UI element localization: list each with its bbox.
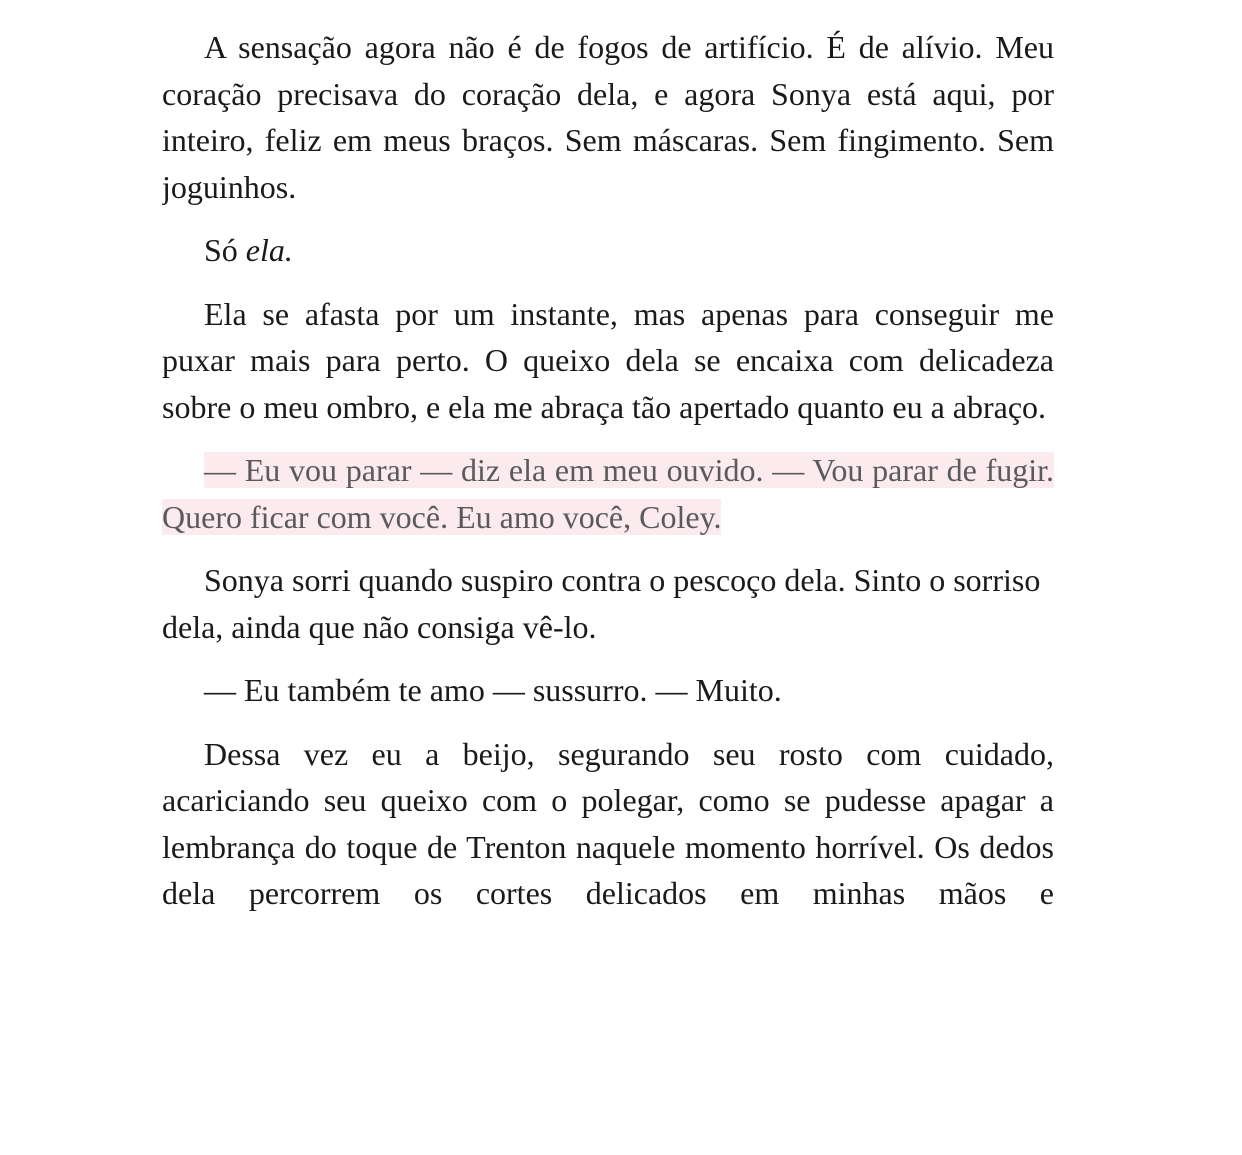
highlighted-paragraph[interactable] xyxy=(162,447,1054,540)
page-text xyxy=(162,24,1054,934)
paragraph[interactable]: — Eu também te amo — sussurro. — Muito. xyxy=(204,672,782,708)
paragraph[interactable]: Ela se afasta por um instante, mas apenas para conseguir me puxar mais para perto. O queixo dela se encaixa com delicadeza sobre o meu ombro, e ela me abraça tão apertado quanto eu a abraço. xyxy=(162,295,1054,425)
paragraph[interactable] xyxy=(162,227,1054,274)
emphasis-text: ela. xyxy=(245,232,293,268)
paragraph[interactable]: Sonya sorri quando suspiro contra o pescoço dela. Sinto o sorriso dela, ainda que não consiga vê-lo. xyxy=(162,562,1041,645)
paragraph[interactable]: A sensação agora não é de fogos de artifício. É de alívio. Meu coração precisava do coração dela, e agora Sonya está aqui, por inteiro, feliz em meus braços. Sem máscaras. Sem fingimento. Sem joguinhos. xyxy=(162,29,1054,205)
text-highlight[interactable]: — Eu vou parar — diz ela em meu ouvido. — Vou parar de fugir. Quero ficar com você. Eu amo você, Coley. xyxy=(162,452,1054,535)
reader-page xyxy=(162,0,1054,1155)
paragraph[interactable]: Dessa vez eu a beijo, segurando seu rosto com cuidado, acariciando seu queixo com o polegar, como se pudesse apagar a lembrança do toque de Trenton naquele momento horrível. Os dedos dela percorrem os cortes delicados em minhas mãos e xyxy=(162,735,1054,911)
paragraph-prefix: Só xyxy=(204,232,246,268)
